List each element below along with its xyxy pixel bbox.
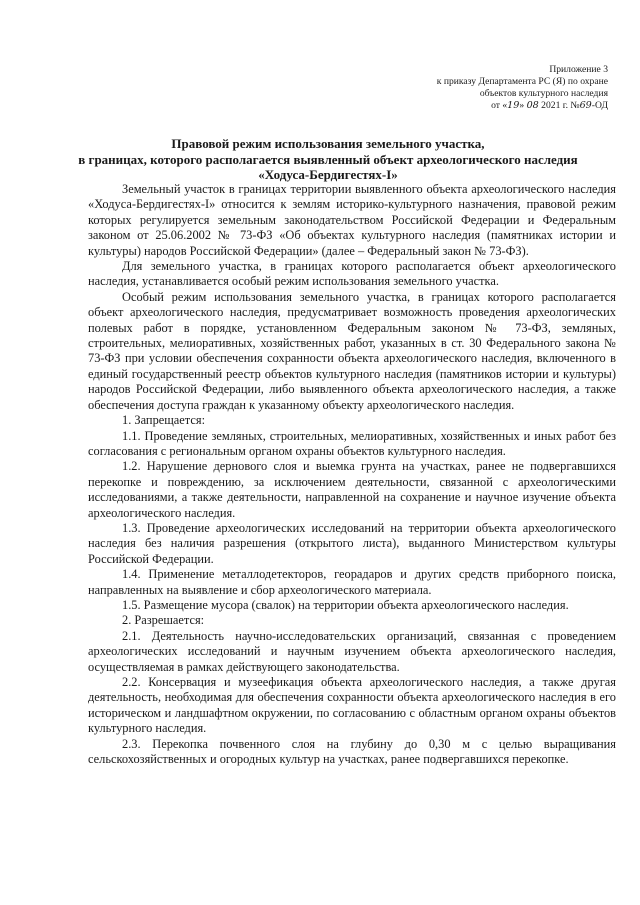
title-line-2: в границах, которого располагается выявленный объект археологического наследия — [78, 151, 578, 167]
date-separator: » — [519, 100, 527, 111]
title-line-1: Правовой режим использования земельного участка, — [171, 136, 485, 151]
order-number-handwritten: 69 — [579, 100, 592, 111]
date-month-handwritten: 08 — [526, 100, 539, 111]
clause-1-2: 1.2. Нарушение дернового слоя и выемка грунта на участках, ранее не подвергавшихся перекопке и повреждению, за исключением деятельности, связанной с археологическими исследованиями, а также деятельности, направленной на сохранение и научное изучение объекта археологического наследия. — [88, 459, 616, 520]
paragraph-special-regime: Особый режим использования земельного участка, в границах которого располагается объект археологического наследия, предусматривает возможность проведения археологических полевых работ в порядке, установленном Федеральным законом № 73-ФЗ, земляных, строительных, мелиоративных, хозяйственных работ, указанных в ст. 30 Федерального закона № 73-ФЗ при условии обеспечения сохранности объекта археологического наследия, включенного в единый государственный реестр объектов культурного наследия (памятников истории и культуры) народов Российской Федерации, либо выявленного объекта археологического наследия, а также обеспечения доступа граждан к указанному объекту археологического наследия. — [88, 289, 616, 412]
clause-1-5: 1.5. Размещение мусора (свалок) на территории объекта археологического наследия. — [122, 597, 569, 612]
clause-2-3: 2.3. Перекопка почвенного слоя на глубину до 0,30 м с целью выращивания сельскохозяйственных и огородных культур на участках, ранее подвергавшихся перекопке. — [88, 736, 616, 767]
clause-2-1: 2.1. Деятельность научно-исследовательских организаций, связанная с проведением археологических исследований и научным изучением объекта археологического наследия, осуществляемая в рамках действующего законодательства. — [88, 628, 616, 674]
document-title — [40, 136, 616, 183]
section-allowed-heading: 2. Разрешается: — [122, 613, 205, 628]
paragraph-regime: Для земельного участка, в границах которого располагается объект археологического наследия, устанавливается особый режим использования земельного участка. — [88, 259, 616, 289]
appendix-order-line: к приказу Департамента РС (Я) по охране — [436, 76, 608, 87]
clause-2-2: 2.2. Консервация и музеефикация объекта археологического наследия, а также другая деятельность, необходимая для обеспечения сохранности объекта археологического наследия в его историческом и ландшафтном окружении, по согласованию с областным органом охраны объектов культурного наследия. — [88, 675, 616, 736]
clause-1-1: 1.1. Проведение земляных, строительных, мелиоративных, хозяйственных и иных работ без согласования с региональным органом охраны объектов культурного наследия. — [88, 428, 616, 458]
document-body — [88, 182, 616, 767]
paragraph-intro: Земельный участок в границах территории выявленного объекта археологического наследия «Ходуса-Бердигестях-I» относится к землям историко-культурного назначения, правовой режим которых регулируется земельным законодательством Российской Федерации и Федеральным законом от 25.06.2002 № 73-ФЗ «Об объектах культурного наследия (памятниках истории и культуры) народов Российской Федерации» (далее – Федеральный закон № 73-ФЗ). — [88, 182, 616, 258]
clause-1-4: 1.4. Применение металлодетекторов, георадаров и других средств приборного поиска, направленных на выявление и сбор археологического материала. — [88, 567, 616, 597]
date-day-handwritten: 19 — [507, 100, 520, 111]
appendix-title: Приложение 3 — [549, 64, 608, 75]
title-line-3: «Ходуса-Бердигестях-I» — [258, 167, 398, 182]
date-prefix: от « — [491, 100, 508, 111]
section-prohibited-heading: 1. Запрещается: — [122, 413, 206, 428]
appendix-date-line — [308, 100, 608, 112]
appendix-authority-line: объектов культурного наследия — [479, 88, 608, 99]
order-suffix: -ОД — [591, 100, 608, 111]
appendix-header — [308, 64, 608, 112]
clause-1-3: 1.3. Проведение археологических исследований на территории объекта археологического наследия без наличия разрешения (открытого листа), выданного Министерством культуры Российской Федерации. — [88, 520, 616, 566]
date-year: 2021 г. № — [538, 100, 580, 111]
